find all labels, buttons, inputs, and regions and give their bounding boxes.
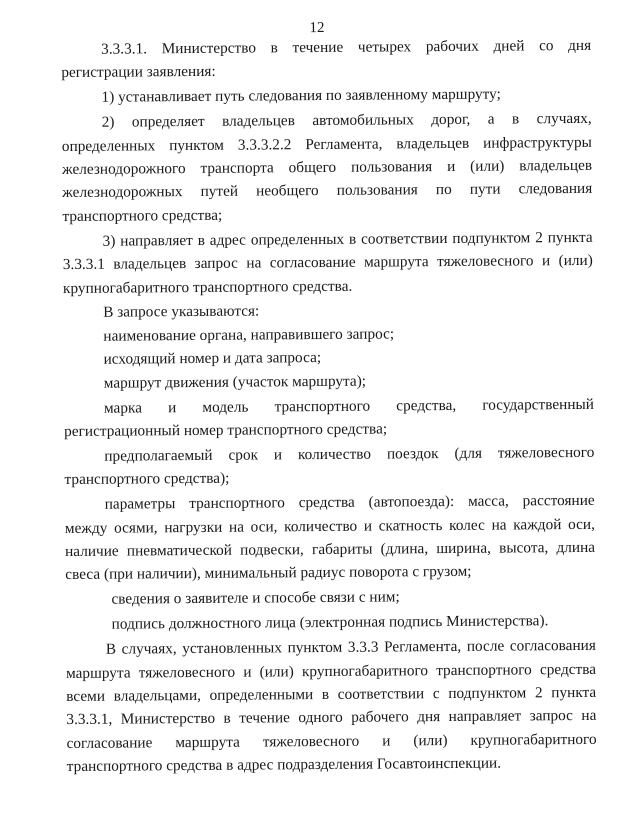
- text-line: определенных пунктом 3.3.3.2.2 Регламента, владельцев инфраструктуры: [61, 133, 592, 155]
- text-line: 3) направляет в адрес определенных в соответствии подпунктом 2 пункта: [102, 228, 593, 250]
- text-line: свеса (при наличии), минимальный радиус поворота с грузом;: [65, 563, 472, 584]
- text-line: транспортного средства);: [64, 470, 230, 489]
- text-line: крупногабаритного транспортного средства.: [62, 277, 353, 297]
- text-line: параметры транспортного средства (автопоезда): масса, расстояние: [104, 492, 595, 513]
- text-line: транспортного средства в адрес подразделения Госавтоинспекции.: [66, 754, 502, 776]
- text-line: предполагаемый срок и количество поездок (для тяжеловесного: [104, 443, 595, 465]
- page-number: 12: [309, 19, 325, 37]
- text-line: всеми владельцами, определенными в соответствии с подпунктом 2 пункта: [66, 683, 597, 705]
- text-line: железнодорожного транспорта общего пользования и (или) владельцев: [62, 156, 593, 179]
- text-line: 1) устанавливает путь следования по заявленному маршруту;: [101, 85, 501, 107]
- text-line: между осями, нагрузки на оси, количество и скатность колес на каждой оси,: [64, 515, 595, 537]
- document-body: [61, 34, 597, 779]
- text-line: согласование маршрута тяжеловесного и (или) крупногабаритного: [66, 730, 597, 752]
- text-line: 2) определяет владельцев автомобильных дорог, а в случаях,: [101, 110, 592, 131]
- text-line: железнодорожных путей необщего пользования по пути следования: [62, 180, 593, 202]
- text-line: маршрута тяжеловесного и (или) крупногабаритного транспортного средства: [65, 660, 597, 682]
- text-line: маршрут движения (участок маршрута);: [103, 372, 367, 392]
- text-line: сведения о заявителе и способе связи с ним;: [111, 588, 400, 608]
- text-line: исходящий номер и дата запроса;: [103, 349, 322, 368]
- text-line: В случаях, установленных пунктом 3.3.3 Регламента, после согласования: [105, 636, 596, 658]
- text-line: марка и модель транспортного средства, государственный: [103, 395, 595, 417]
- text-line: наименование органа, направившего запрос;: [103, 325, 395, 345]
- text-line: 3.3.3.1. Министерство в течение четырех рабочих дней со дня: [101, 36, 592, 58]
- text-line: транспортного средства;: [62, 206, 223, 225]
- text-line: 3.3.3.1 владельцев запрос на согласование маршрута тяжеловесного и (или): [62, 252, 593, 274]
- text-line: подпись должностного лица (электронная подпись Министерства).: [111, 612, 549, 633]
- text-line: регистрации заявления:: [61, 63, 216, 82]
- text-line: наличие пневматической подвески, габариты (длина, ширина, высота, длина: [65, 538, 596, 561]
- text-line: регистрационный номер транспортного средства;: [64, 420, 388, 441]
- text-line: 3.3.3.1, Министерство в течение одного рабочего дня направляет запрос на: [66, 707, 597, 729]
- text-line: В запросе указываются:: [103, 302, 260, 322]
